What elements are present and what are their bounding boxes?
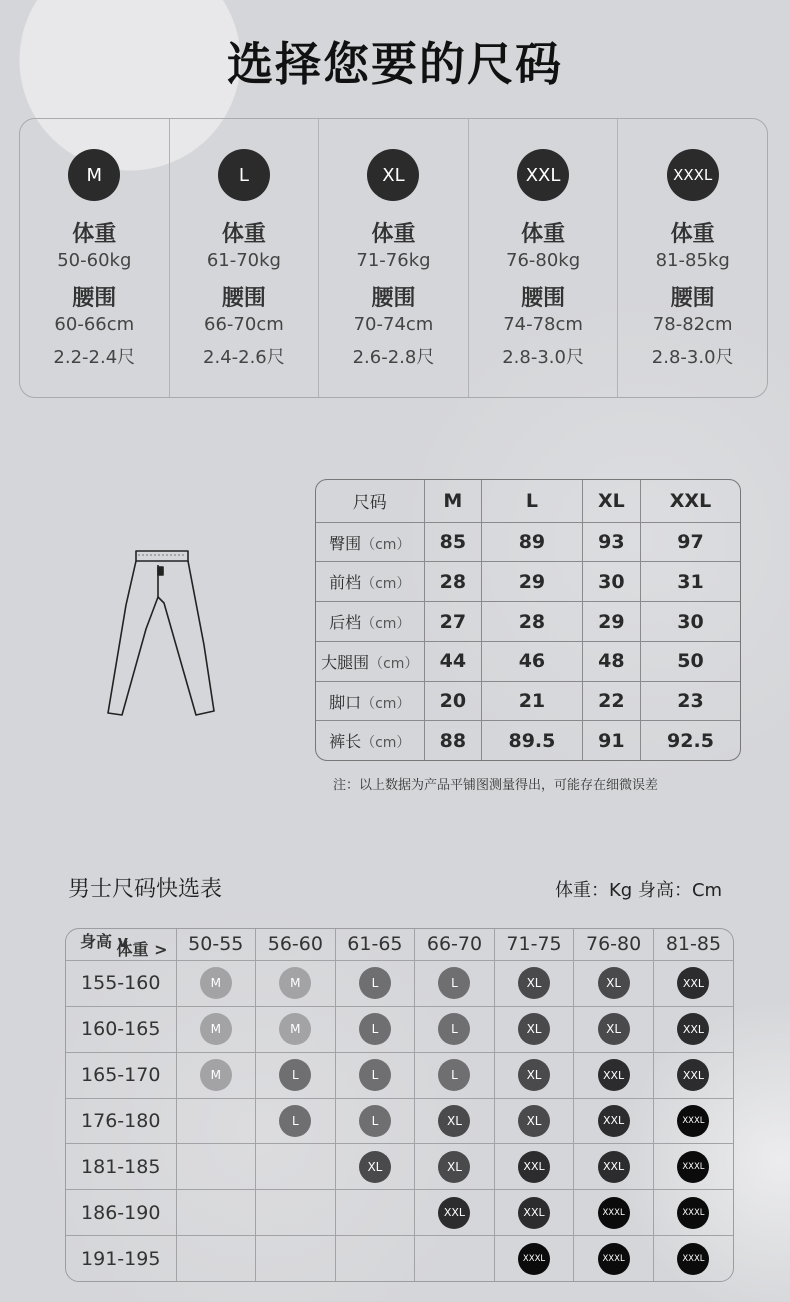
measure-name: 臀围 (329, 533, 362, 553)
waist-chi: 2.6-2.8尺 (352, 347, 435, 368)
spec-value: 28 (424, 562, 482, 602)
quick-row (66, 1052, 733, 1098)
weight-column-header: 76-80 (574, 929, 654, 960)
measure-unit: （cm） (361, 536, 411, 553)
size-dot: XXL (677, 1013, 709, 1045)
quick-cell (653, 1236, 733, 1281)
spec-header-row (316, 480, 740, 522)
spec-value: 91 (582, 721, 640, 760)
quick-select-table (65, 928, 734, 1282)
quick-row (66, 1098, 733, 1144)
quick-cell (335, 960, 415, 1006)
size-dot: M (200, 967, 232, 999)
spec-value: 85 (424, 522, 482, 562)
size-dot: XXL (438, 1197, 470, 1229)
spec-value: 29 (582, 602, 640, 642)
spec-value: 21 (482, 681, 583, 721)
size-cards (19, 118, 768, 398)
quick-cell (653, 1006, 733, 1052)
quick-cell (335, 1190, 415, 1236)
quick-header-row (66, 929, 733, 960)
quick-cell (494, 960, 574, 1006)
spec-value: 29 (482, 562, 583, 602)
size-dot: XL (438, 1105, 470, 1137)
spec-value: 28 (482, 602, 583, 642)
spec-value: 50 (640, 641, 740, 681)
spec-value: 30 (582, 562, 640, 602)
height-range: 176-180 (66, 1098, 176, 1144)
size-dot: L (359, 967, 391, 999)
spec-value: 44 (424, 641, 482, 681)
quick-cell (494, 1098, 574, 1144)
quick-cell (574, 1098, 654, 1144)
quick-cell (574, 1236, 654, 1281)
measure-unit: （cm） (361, 695, 411, 712)
size-dot: XXL (598, 1059, 630, 1091)
weight-range: 81-85kg (655, 250, 730, 271)
height-range: 155-160 (66, 960, 176, 1006)
quick-cell (574, 960, 654, 1006)
quick-cell (335, 1098, 415, 1144)
measure-name: 裤长 (329, 732, 362, 752)
size-dot: XXXL (677, 1105, 709, 1137)
size-dot: XL (438, 1151, 470, 1183)
height-range: 186-190 (66, 1190, 176, 1236)
size-dot: XXL (598, 1151, 630, 1183)
quick-row (66, 1006, 733, 1052)
size-dot: M (200, 1059, 232, 1091)
corner-weight-label: 体重 > (116, 940, 168, 959)
size-dot: XL (518, 1059, 550, 1091)
quick-cell (256, 1098, 336, 1144)
waist-chi: 2.4-2.6尺 (203, 347, 285, 368)
quick-cell (574, 1190, 654, 1236)
waist-cm: 74-78cm (503, 314, 583, 335)
waist-chi: 2.2-2.4尺 (53, 347, 136, 368)
height-range: 165-170 (66, 1052, 176, 1098)
quick-cell (415, 960, 495, 1006)
size-dot: M (279, 1013, 311, 1045)
size-dot: XL (359, 1151, 391, 1183)
waist-chi: 2.8-3.0尺 (502, 347, 584, 368)
size-dot: L (359, 1105, 391, 1137)
spec-value: 48 (582, 641, 640, 681)
quick-cell (335, 1052, 415, 1098)
spec-row (316, 522, 740, 562)
quick-cell (494, 1236, 574, 1281)
quick-cell (415, 1006, 495, 1052)
size-dot: L (438, 1059, 470, 1091)
measure-name: 脚口 (329, 692, 362, 712)
quick-cell (256, 1144, 336, 1190)
size-dot: L (359, 1013, 391, 1045)
quick-cell (574, 1144, 654, 1190)
quick-cell (256, 1236, 336, 1281)
size-dot: L (359, 1059, 391, 1091)
spec-row-label (316, 602, 424, 642)
spec-value: 88 (424, 721, 482, 760)
waist-cm: 66-70cm (204, 314, 284, 335)
spec-value: 27 (424, 602, 482, 642)
spec-value: 22 (582, 681, 640, 721)
size-card (20, 119, 169, 397)
size-dot: L (438, 967, 470, 999)
quick-cell (494, 1006, 574, 1052)
spec-value: 93 (582, 522, 640, 562)
height-range: 191-195 (66, 1236, 176, 1281)
spec-value: 89.5 (482, 721, 583, 760)
quick-cell (176, 1190, 256, 1236)
measure-name: 前档 (329, 573, 362, 593)
spec-header-cell: 尺码 (352, 493, 387, 514)
size-dot: XXXL (598, 1243, 630, 1275)
spec-row-label (316, 522, 424, 562)
size-dot: XXXL (677, 1243, 709, 1275)
waist-label: 腰围 (371, 286, 416, 311)
spec-header-cell: XXL (640, 480, 740, 522)
quick-cell (415, 1190, 495, 1236)
quick-select-units: 体重：Kg 身高：Cm (555, 880, 723, 901)
weight-label: 体重 (72, 222, 117, 247)
quick-row (66, 1190, 733, 1236)
size-dot: XXL (518, 1151, 550, 1183)
size-dot: XXL (598, 1105, 630, 1137)
quick-row (66, 960, 733, 1006)
spec-row (316, 721, 740, 760)
size-dot: XXL (677, 1059, 709, 1091)
measure-unit: （cm） (369, 655, 419, 672)
weight-column-header: 66-70 (415, 929, 495, 960)
weight-label: 体重 (670, 222, 715, 247)
corner-height-label: 身高 v (80, 931, 129, 951)
quick-cell (176, 1052, 256, 1098)
measure-unit: （cm） (361, 576, 411, 593)
quick-cell (653, 960, 733, 1006)
weight-column-header: 50-55 (176, 929, 256, 960)
spec-value: 46 (482, 641, 583, 681)
quick-cell (415, 1236, 495, 1281)
size-card (169, 119, 319, 397)
size-badge: L (218, 149, 270, 201)
spec-row (316, 562, 740, 602)
spec-row-label (316, 641, 424, 681)
spec-value: 97 (640, 522, 740, 562)
waist-label: 腰围 (221, 286, 266, 311)
weight-label: 体重 (371, 222, 416, 247)
spec-value: 20 (424, 681, 482, 721)
spec-value: 30 (640, 602, 740, 642)
spec-value: 92.5 (640, 721, 740, 760)
quick-cell (653, 1190, 733, 1236)
size-dot: XXL (677, 967, 709, 999)
waist-label: 腰围 (670, 286, 715, 311)
waist-label: 腰围 (521, 286, 566, 311)
spec-row (316, 602, 740, 642)
size-dot: XL (518, 1105, 550, 1137)
page-title: 选择您要的尺码 (227, 37, 563, 91)
size-dot: L (438, 1013, 470, 1045)
weight-range: 50-60kg (57, 250, 132, 271)
quick-cell (176, 1236, 256, 1281)
quick-row (66, 1144, 733, 1190)
size-dot: XXXL (598, 1197, 630, 1229)
pants-outline-icon (100, 545, 220, 720)
quick-select-title: 男士尺码快选表 (68, 877, 223, 902)
quick-cell (176, 1006, 256, 1052)
measure-unit: （cm） (361, 735, 411, 752)
measurement-note: 注：以上数据为产品平铺图测量得出，可能存在细微误差 (333, 778, 659, 793)
size-dot: XL (598, 1013, 630, 1045)
weight-column-header: 81-85 (653, 929, 733, 960)
quick-cell (335, 1006, 415, 1052)
size-dot: XXXL (677, 1197, 709, 1229)
quick-cell (176, 1098, 256, 1144)
quick-cell (256, 1052, 336, 1098)
quick-cell (653, 1144, 733, 1190)
weight-label: 体重 (221, 222, 266, 247)
weight-column-header: 71-75 (494, 929, 574, 960)
measure-name: 后档 (329, 613, 362, 633)
waist-cm: 78-82cm (652, 314, 733, 335)
weight-range: 71-76kg (356, 250, 431, 271)
height-range: 160-165 (66, 1006, 176, 1052)
size-card (468, 119, 618, 397)
quick-cell (176, 960, 256, 1006)
quick-cell (256, 1006, 336, 1052)
quick-cell (494, 1190, 574, 1236)
height-range: 181-185 (66, 1144, 176, 1190)
spec-value: 23 (640, 681, 740, 721)
spec-row-label (316, 681, 424, 721)
quick-cell (335, 1236, 415, 1281)
weight-column-header: 56-60 (256, 929, 336, 960)
size-dot: XL (518, 1013, 550, 1045)
waist-chi: 2.8-3.0尺 (651, 347, 734, 368)
quick-cell (176, 1144, 256, 1190)
size-dot: XXXL (677, 1151, 709, 1183)
size-dot: XXL (518, 1197, 550, 1229)
weight-label: 体重 (521, 222, 566, 247)
quick-cell (415, 1144, 495, 1190)
size-badge: XL (367, 149, 419, 201)
size-dot: M (200, 1013, 232, 1045)
spec-header-cell: L (482, 480, 583, 522)
spec-header-cell: M (424, 480, 482, 522)
spec-value: 89 (482, 522, 583, 562)
quick-corner (66, 929, 176, 960)
size-badge: XXL (517, 149, 569, 201)
spec-row (316, 641, 740, 681)
size-card (318, 119, 468, 397)
quick-cell (415, 1052, 495, 1098)
size-dot: XL (598, 967, 630, 999)
weight-range: 76-80kg (506, 250, 581, 271)
spec-row-label (316, 562, 424, 602)
quick-cell (256, 960, 336, 1006)
waist-cm: 70-74cm (353, 314, 434, 335)
quick-cell (494, 1144, 574, 1190)
size-card (617, 119, 767, 397)
measure-unit: （cm） (361, 616, 411, 633)
size-badge: M (68, 149, 120, 201)
size-dot: L (279, 1059, 311, 1091)
waist-label: 腰围 (72, 286, 117, 311)
size-dot: XL (518, 967, 550, 999)
weight-column-header: 61-65 (335, 929, 415, 960)
quick-cell (256, 1190, 336, 1236)
waist-cm: 60-66cm (54, 314, 135, 335)
quick-cell (574, 1006, 654, 1052)
spec-value: 31 (640, 562, 740, 602)
spec-row (316, 681, 740, 721)
quick-cell (335, 1144, 415, 1190)
quick-cell (494, 1052, 574, 1098)
quick-cell (653, 1052, 733, 1098)
quick-cell (653, 1098, 733, 1144)
spec-header-cell: XL (582, 480, 640, 522)
quick-row (66, 1236, 733, 1281)
spec-row-label (316, 721, 424, 760)
quick-cell (415, 1098, 495, 1144)
size-dot: XXXL (518, 1243, 550, 1275)
size-dot: M (279, 967, 311, 999)
weight-range: 61-70kg (206, 250, 281, 271)
size-badge: XXXL (667, 149, 719, 201)
size-dot: L (279, 1105, 311, 1137)
quick-cell (574, 1052, 654, 1098)
measure-name: 大腿围 (321, 652, 370, 672)
spec-table (315, 479, 741, 761)
